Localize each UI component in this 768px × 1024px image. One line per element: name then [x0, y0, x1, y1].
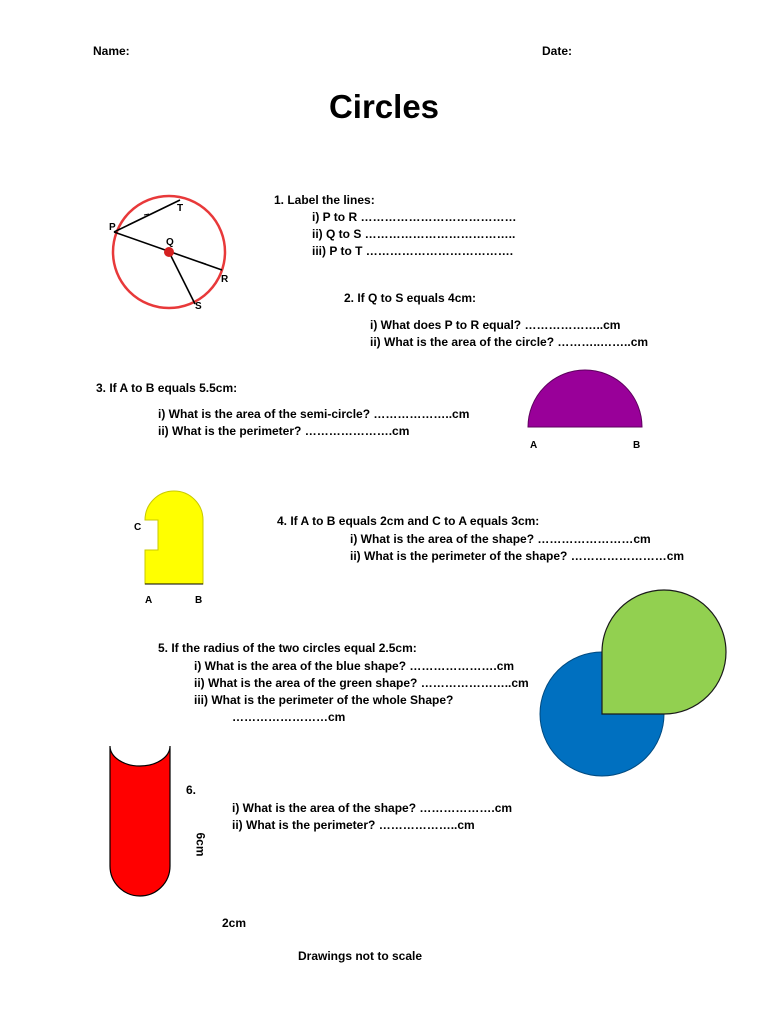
green-shape — [602, 590, 726, 714]
label-a: A — [145, 595, 153, 606]
label-q: Q — [166, 237, 174, 248]
label-b: B — [195, 595, 203, 606]
width-label: 2cm — [222, 916, 247, 930]
arch-diagram — [130, 492, 220, 607]
q6-heading: 6. — [186, 783, 197, 797]
label-c: C — [134, 522, 142, 533]
q4-line-1: i) What is the area of the shape? ……………………cm — [350, 532, 651, 546]
q5-line-1: i) What is the area of the blue shape? ………………….cm — [194, 659, 515, 673]
q6-line-1: i) What is the area of the shape? ……………….cm — [232, 801, 513, 815]
q1-block — [274, 192, 516, 260]
q4-line-2: ii) What is the perimeter of the shape? ……………………cm — [350, 549, 685, 563]
height-label: 6cm — [193, 832, 208, 857]
q5-line-4: ……………………cm — [232, 710, 346, 724]
q1-line-1: i) P to R ………………………………… — [312, 210, 517, 224]
q1-line-3: iii) P to T ………………………………. — [312, 244, 514, 258]
two-circles-diagram — [538, 590, 733, 780]
label-b: B — [633, 440, 641, 451]
name-label: Name: — [93, 44, 130, 58]
label-a: A — [530, 440, 538, 451]
footer-note: Drawings not to scale — [298, 949, 423, 963]
q1-heading: 1. Label the lines: — [274, 193, 375, 207]
q3-line-2: ii) What is the perimeter? ………………….cm — [158, 424, 410, 438]
q5-block — [194, 658, 529, 726]
q6-line-2: ii) What is the perimeter? ………………..cm — [232, 818, 475, 832]
q5-line-2: ii) What is the area of the green shape? …………………..cm — [194, 676, 529, 690]
label-s: S — [195, 301, 202, 312]
circle-diagram — [100, 190, 240, 315]
q3-line-1: i) What is the area of the semi-circle? ………………..cm — [158, 407, 470, 421]
q4-block — [350, 531, 684, 565]
page-title: Circles — [328, 88, 440, 125]
center-point — [164, 247, 174, 257]
q2-line-2: ii) What is the area of the circle? ………..……..cm — [370, 335, 649, 349]
semicircle-diagram — [526, 370, 646, 455]
q5-line-3: iii) What is the perimeter of the whole Shape? — [194, 693, 454, 707]
label-t: T — [177, 203, 184, 214]
q1-line-2: ii) Q to S ……………………………….. — [312, 227, 516, 241]
tube-diagram — [108, 744, 178, 899]
label-r: R — [221, 274, 229, 285]
q4-heading: 4. If A to B equals 2cm and C to A equals 3cm: — [277, 514, 540, 528]
arch-shape — [145, 491, 203, 584]
line-p-to-t — [114, 200, 180, 232]
q2-heading: 2. If Q to S equals 4cm: — [344, 291, 477, 305]
q5-heading: 5. If the radius of the two circles equal 2.5cm: — [158, 641, 417, 655]
semicircle-shape — [528, 370, 642, 427]
q6-block — [232, 800, 512, 834]
q2-block — [370, 317, 648, 351]
q3-block — [158, 406, 469, 440]
label-p: P — [109, 222, 116, 233]
q3-heading: 3. If A to B equals 5.5cm: — [96, 381, 238, 395]
q2-line-1: i) What does P to R equal? ………………..cm — [370, 318, 621, 332]
date-label: Date: — [542, 44, 573, 58]
tube-shape — [110, 746, 170, 896]
